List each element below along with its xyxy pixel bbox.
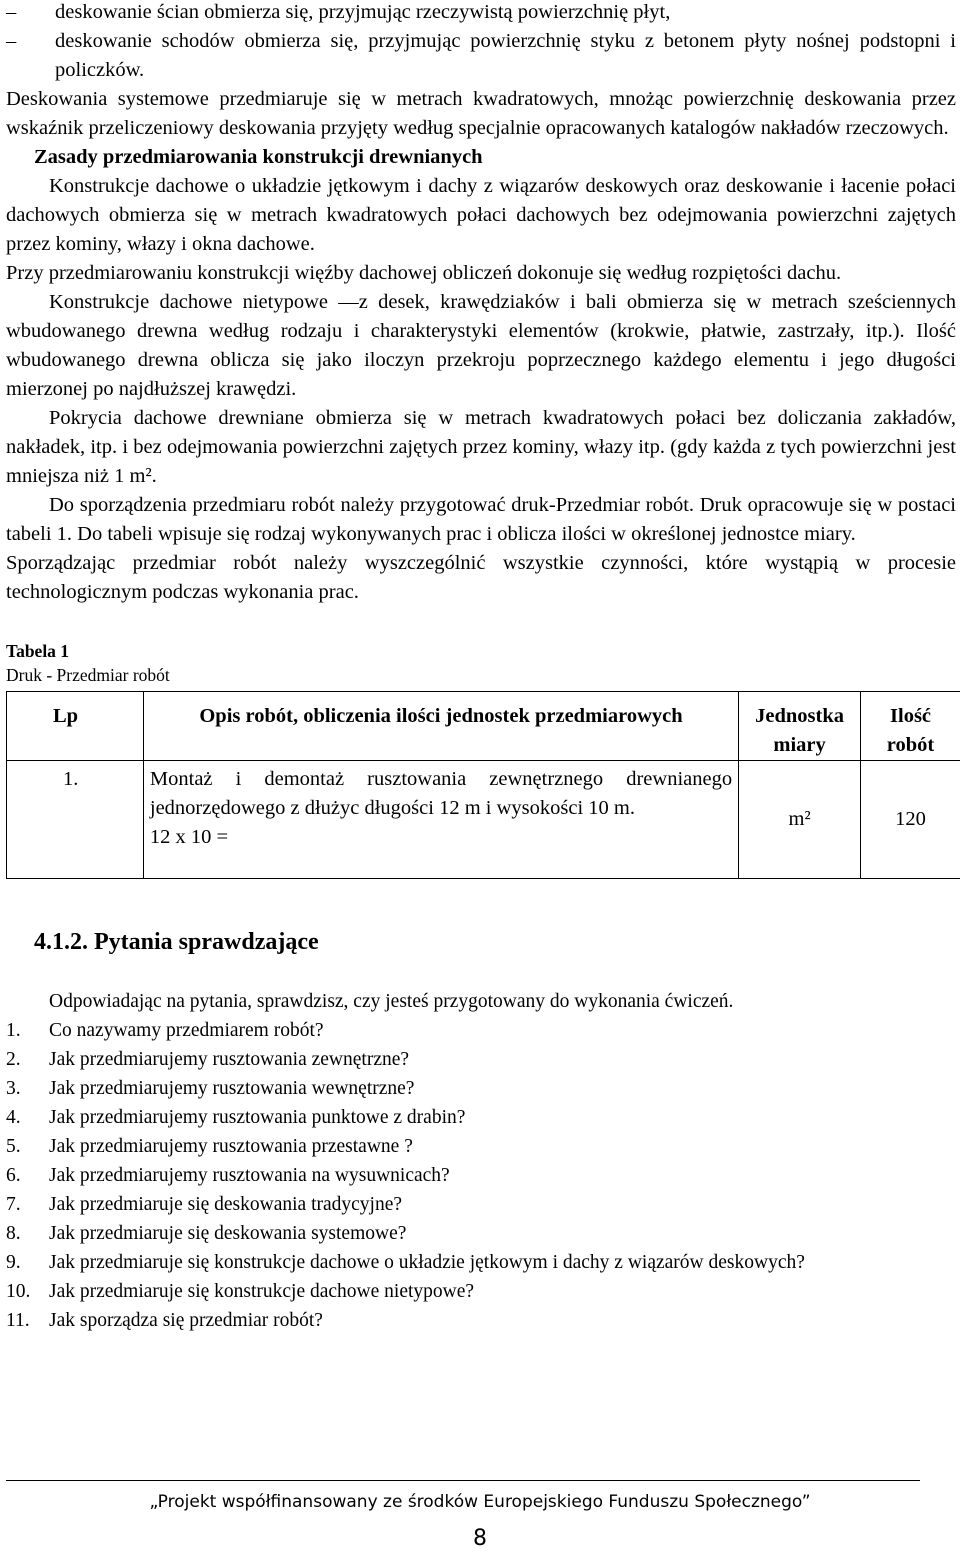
bullet-text: deskowanie schodów obmierza się, przyjmując powierzchnię styku z betonem płyty nośnej podstopni i policzków. <box>55 30 956 81</box>
question-text: Co nazywamy przedmiarem robót? <box>49 1020 324 1041</box>
question-number: 10. <box>6 1281 31 1302</box>
table-title: Druk - Przedmiar robót <box>6 665 170 685</box>
bullet-item <box>6 0 956 27</box>
question-item <box>6 1045 956 1074</box>
question-item <box>6 1016 956 1045</box>
question-text: Jak przedmiarujemy rusztowania przestawne ? <box>49 1136 413 1157</box>
footer-text: „Projekt współfinansowany ze środków Europejskiego Funduszu Społecznego” <box>149 1492 811 1512</box>
page-number: 8 <box>473 1526 487 1551</box>
question-text: Jak przedmiarujemy rusztowania punktowe z drabin? <box>49 1107 466 1128</box>
paragraph-roof-3: Konstrukcje dachowe nietypowe —z desek, krawędziaków i bali obmierza się w metrach sześciennych wbudowanego drewna według rodzaju i charakterystyki elementów (krokwie, płatwie, zastrzały, itp.). Ilość wbudowanego drewna oblicza się jako iloczyn przekroju poprzecznego każdego elementu i jego długości mierzonej po najdłuższej krawędzi. <box>6 291 956 400</box>
heading-wood-structures: Zasady przedmiarowania konstrukcji drewnianych <box>34 146 483 168</box>
question-item <box>6 1277 956 1306</box>
question-item <box>6 1103 956 1132</box>
header-lp: Lp <box>7 692 144 761</box>
question-number: 1. <box>6 1020 21 1041</box>
table-header-row <box>7 692 960 761</box>
cell-quantity: 120 <box>861 761 960 879</box>
questions-intro: Odpowiadając na pytania, sprawdzisz, czy jesteś przygotowany do wykonania ćwiczeń. <box>49 991 734 1012</box>
header-unit: Jednostka miary <box>739 692 861 761</box>
table-caption <box>6 639 956 687</box>
question-item <box>6 1306 956 1335</box>
header-description: Opis robót, obliczenia ilości jednostek przedmiarowych <box>143 692 738 761</box>
question-number: 7. <box>6 1194 21 1215</box>
section-heading: 4.1.2. Pytania sprawdzające <box>34 929 319 955</box>
question-item <box>6 1219 956 1248</box>
calculation-text: 12 x 10 = <box>149 826 229 848</box>
cell-description <box>143 761 738 879</box>
paragraph-druk: Do sporządzenia przedmiaru robót należy przygotować druk-Przedmiar robót. Druk opracowuje się w postaci tabeli 1. Do tabeli wpisuje się rodzaj wykonywanych prac i oblicza ilości w określonej jednostce miary. <box>6 494 956 545</box>
question-number: 6. <box>6 1165 21 1186</box>
dash-marker: – <box>6 1 17 23</box>
question-item <box>6 1248 956 1277</box>
question-text: Jak przedmiaruje się deskowania tradycyjne? <box>49 1194 403 1215</box>
question-text: Jak przedmiaruje się deskowania systemowe? <box>49 1223 407 1244</box>
question-number: 9. <box>6 1252 21 1273</box>
question-number: 5. <box>6 1136 21 1157</box>
question-number: 3. <box>6 1078 21 1099</box>
question-text: Jak przedmiarujemy rusztowania na wysuwnicach? <box>49 1165 450 1186</box>
question-number: 8. <box>6 1223 21 1244</box>
bullet-text: deskowanie ścian obmierza się, przyjmując rzeczywistą powierzchnię płyt, <box>55 1 671 23</box>
footer-divider <box>6 1480 920 1481</box>
questions-list <box>6 1016 956 1335</box>
question-number: 2. <box>6 1049 21 1070</box>
question-item <box>6 1132 956 1161</box>
cell-lp: 1. <box>7 761 144 879</box>
works-table <box>6 691 960 879</box>
description-text: Montaż i demontaż rusztowania zewnętrznego drewnianego jednorzędowego z dłużyc długości 12 m i wysokości 10 m. <box>149 768 733 819</box>
cell-unit: m² <box>739 761 861 879</box>
question-text: Jak sporządza się przedmiar robót? <box>49 1310 323 1331</box>
question-text: Jak przedmiaruje się konstrukcje dachowe nietypowe? <box>49 1281 475 1302</box>
table-label: Tabela 1 <box>6 641 70 661</box>
paragraph-systemowe: Deskowania systemowe przedmiaruje się w metrach kwadratowych, mnożąc powierzchnię deskowania przez wskaźnik przeliczeniowy deskowania przyjęty według specjalnie opracowanych katalogów nakładów rzeczowych. <box>6 88 956 139</box>
paragraph-covering: Pokrycia dachowe drewniane obmierza się w metrach kwadratowych połaci bez doliczania zakładów, nakładek, itp. i bez odejmowania powierzchni zajętych przez kominy, włazy itp. (gdy każda z tych powierzchni jest mniejsza niż 1 m². <box>6 407 956 487</box>
question-item <box>6 1074 956 1103</box>
question-text: Jak przedmiarujemy rusztowania zewnętrzne? <box>49 1049 410 1070</box>
paragraph-all-activities: Sporządzając przedmiar robót należy wyszczególnić wszystkie czynności, które wystąpią w procesie technologicznym podczas wykonania prac. <box>6 552 956 603</box>
question-number: 4. <box>6 1107 21 1128</box>
question-item <box>6 1161 956 1190</box>
paragraph-roof-1: Konstrukcje dachowe o układzie jętkowym i dachy z wiązarów deskowych oraz deskowanie i łacenie połaci dachowych obmierza się w metrach kwadratowych połaci dachowych bez odejmowania powierzchni zajętych przez kominy, włazy i okna dachowe. <box>6 175 956 255</box>
bullet-item <box>6 27 956 85</box>
question-number: 11. <box>6 1310 30 1331</box>
question-text: Jak przedmiarujemy rusztowania wewnętrzne? <box>49 1078 415 1099</box>
header-quantity: Ilość robót <box>861 692 960 761</box>
dash-marker: – <box>6 30 17 52</box>
paragraph-roof-2: Przy przedmiarowaniu konstrukcji więźby dachowej obliczeń dokonuje się według rozpiętości dachu. <box>6 262 842 284</box>
question-text: Jak przedmiaruje się konstrukcje dachowe o układzie jętkowym i dachy z wiązarów deskowych? <box>49 1252 805 1273</box>
document-page <box>6 0 956 1335</box>
question-item <box>6 1190 956 1219</box>
table-row <box>7 761 960 879</box>
